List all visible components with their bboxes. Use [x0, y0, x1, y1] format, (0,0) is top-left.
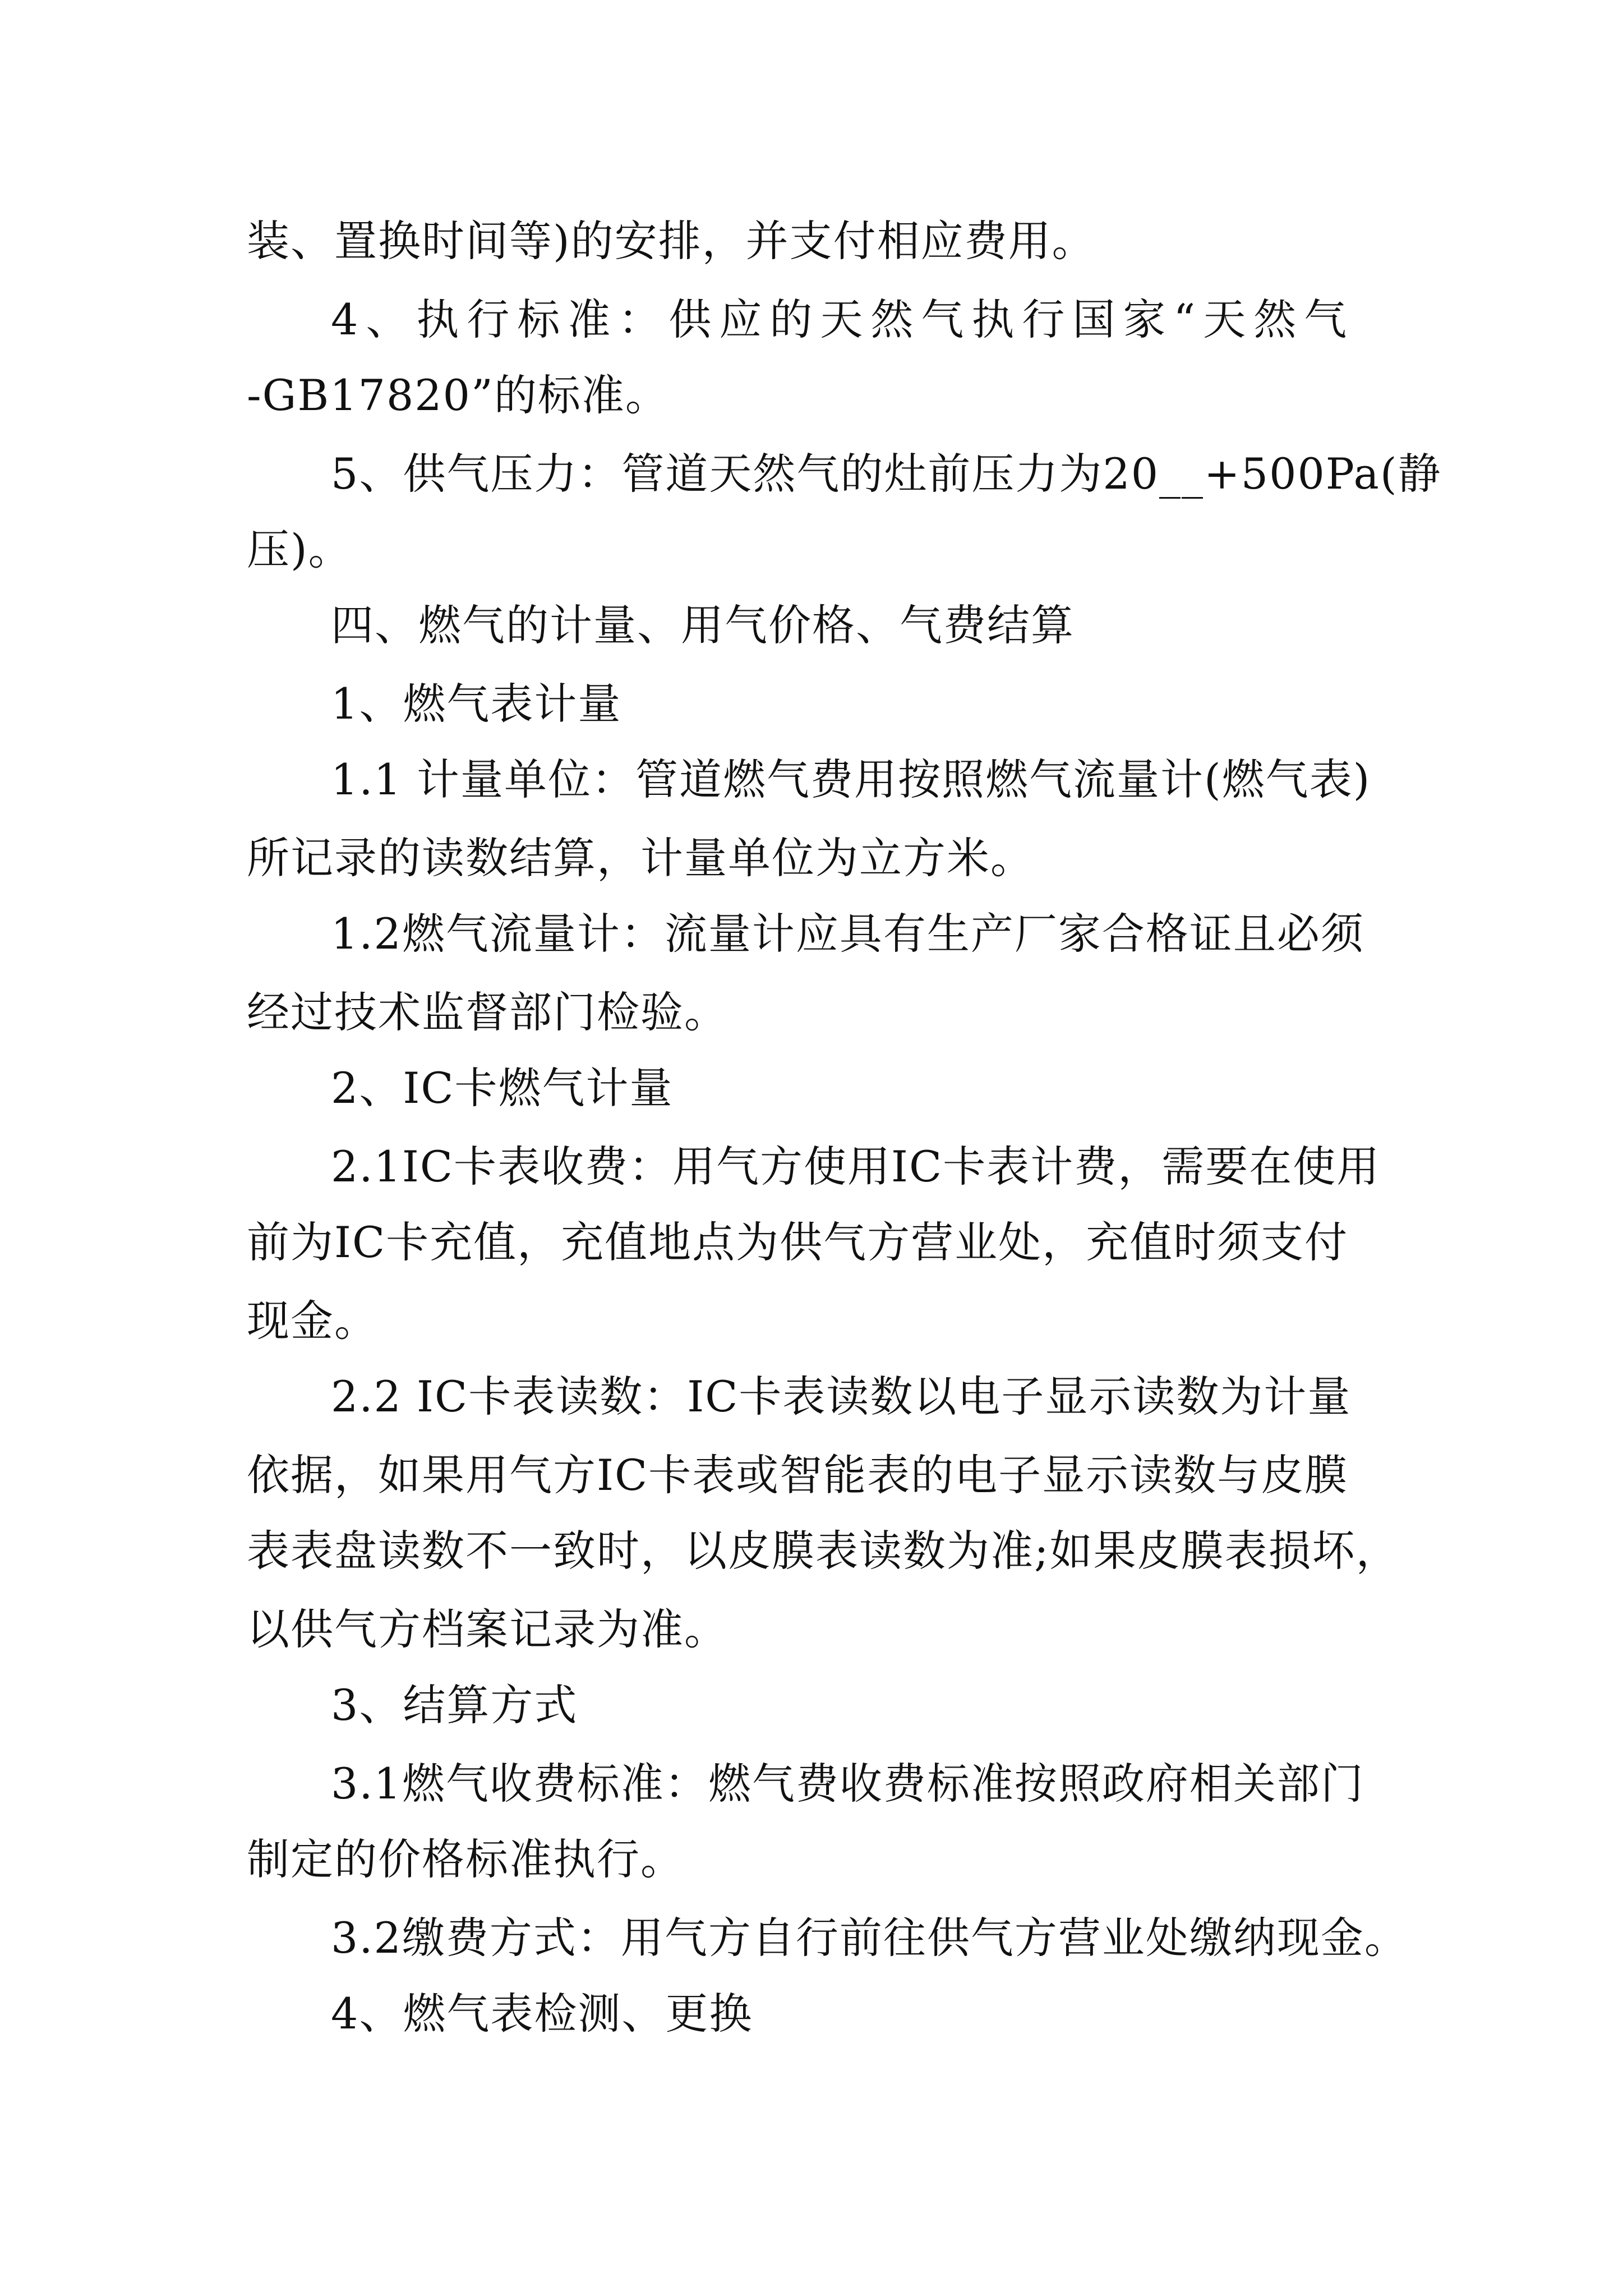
- text-line: 2.1IC卡表收费：用气方使用IC卡表计费，需要在使用: [331, 1142, 1381, 1191]
- text-line: -GB17820”的标准。: [247, 370, 669, 420]
- text-line: 所记录的读数结算，计量单位为立方米。: [247, 833, 1034, 883]
- text-line: 现金。: [247, 1296, 378, 1346]
- text-line: 以供气方档案记录为准。: [247, 1604, 728, 1654]
- text-line: 1.2燃气流量计：流量计应具有生产厂家合格证且必须: [331, 909, 1364, 959]
- text-line: 依据，如果用气方IC卡表或智能表的电子显示读数与皮膜: [247, 1450, 1349, 1500]
- text-line: 1.1 计量单位：管道燃气费用按照燃气流量计(燃气表): [331, 754, 1371, 804]
- subsection-heading: 1、燃气表计量: [331, 679, 622, 729]
- text-line: 前为IC卡充值，充值地点为供气方营业处，充值时须支付: [247, 1217, 1349, 1267]
- subsection-heading: 3、结算方式: [331, 1680, 578, 1730]
- subsection-heading: 2、IC卡燃气计量: [331, 1063, 674, 1113]
- text-line: 5、供气压力：管道天然气的灶前压力为20__+500Pa(静: [331, 449, 1442, 499]
- text-line: 3.2缴费方式：用气方自行前往供气方营业处缴纳现金。: [331, 1913, 1408, 1963]
- section-heading: 四、燃气的计量、用气价格、气费结算: [331, 600, 1075, 650]
- text-line: 压)。: [247, 524, 352, 574]
- text-line: 装、置换时间等)的安排，并支付相应费用。: [247, 216, 1096, 266]
- text-line: 经过技术监督部门检验。: [247, 987, 728, 1037]
- text-line: 2.2 IC卡表读数：IC卡表读数以电子显示读数为计量: [331, 1372, 1352, 1421]
- text-line: 4、执行标准：供应的天然气执行国家“天然气: [331, 295, 1355, 344]
- subsection-heading: 4、燃气表检测、更换: [331, 1989, 753, 2039]
- text-line: 制定的价格标准执行。: [247, 1834, 684, 1884]
- text-line: 3.1燃气收费标准：燃气费收费标准按照政府相关部门: [331, 1759, 1364, 1809]
- text-line: 表表盘读数不一致时，以皮膜表读数为准;如果皮膜表损坏，: [247, 1526, 1400, 1576]
